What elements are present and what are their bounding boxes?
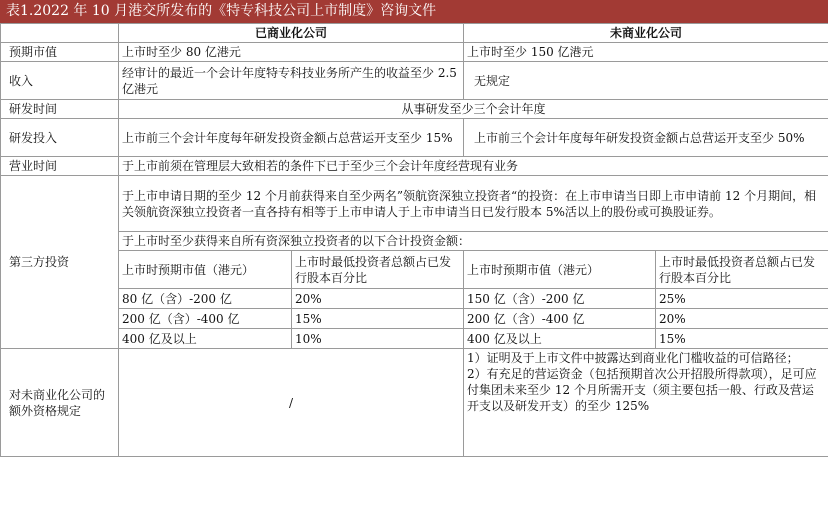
label-extra-requirements: 对未商业化公司的额外资格规定 bbox=[1, 349, 119, 457]
table-row bbox=[1, 289, 828, 309]
label-rd-time: 研发时间 bbox=[1, 100, 119, 119]
header-empty-cell bbox=[1, 24, 119, 43]
extra-non-commercial-item-2: 2）有充足的营运资金（包括预期首次公开招股所得款项），足可应付集团未来至少 12 个月所需开支（须主要包括一般、行政及营运开支以及研发开支）的至少 125% bbox=[467, 367, 817, 413]
label-operating-time: 营业时间 bbox=[1, 157, 119, 176]
row-operating-time bbox=[1, 157, 828, 176]
rd-time-value: 从事研发至少三个会计年度 bbox=[119, 100, 828, 119]
rd-investment-non-commercial: 上市前三个会计年度每年研发投资金额占总营运开支至少 50% bbox=[464, 119, 828, 157]
row-rd-investment bbox=[1, 119, 828, 157]
header-commercial: 已商业化公司 bbox=[119, 24, 464, 43]
listing-rules-table bbox=[0, 23, 828, 457]
extra-non-commercial bbox=[464, 349, 828, 457]
market-cap-commercial: 上市时至少 80 亿港元 bbox=[119, 43, 464, 62]
table-title: 表1.2022 年 10 月港交所发布的《特专科技公司上市制度》咨询文件 bbox=[0, 0, 828, 23]
row-extra-requirements bbox=[1, 349, 828, 457]
header-row bbox=[1, 24, 828, 43]
commercial-tier-cap: 400 亿及以上 bbox=[119, 329, 292, 349]
header-non-commercial: 未商业化公司 bbox=[464, 24, 828, 43]
label-third-party: 第三方投资 bbox=[1, 176, 119, 349]
market-cap-non-commercial: 上市时至少 150 亿港元 bbox=[464, 43, 828, 62]
commercial-col-pct: 上市时最低投资者总额占已发行股本百分比 bbox=[292, 251, 464, 289]
non-commercial-tier-pct: 20% bbox=[656, 309, 828, 329]
row-rd-time bbox=[1, 100, 828, 119]
non-commercial-tier-pct: 15% bbox=[656, 329, 828, 349]
commercial-tier-cap: 80 亿（含）-200 亿 bbox=[119, 289, 292, 309]
row-third-party-subtitle bbox=[1, 232, 828, 251]
table-row bbox=[1, 309, 828, 329]
third-party-intro: 于上市申请日期的至少 12 个月前获得来自至少两名”领航资深独立投资者“的投资：在上市申请当日即上市申请前 12 个月期间，相关领航资深独立投资者一直各持有相等于上市申请人于上市申请当日已发行股本 5%活以上的股份或可换股证券。 bbox=[119, 176, 828, 232]
label-rd-investment: 研发投入 bbox=[1, 119, 119, 157]
commercial-tier-pct: 10% bbox=[292, 329, 464, 349]
commercial-col-cap: 上市时预期市值（港元） bbox=[119, 251, 292, 289]
non-commercial-tier-cap: 400 亿及以上 bbox=[464, 329, 656, 349]
non-commercial-col-pct: 上市时最低投资者总额占已发行股本百分比 bbox=[656, 251, 828, 289]
third-party-subtitle: 于上市时至少获得来自所有资深独立投资者的以下合计投资金额： bbox=[119, 232, 828, 251]
label-revenue: 收入 bbox=[1, 62, 119, 100]
rd-investment-commercial: 上市前三个会计年度每年研发投资金额占总营运开支至少 15% bbox=[119, 119, 464, 157]
label-market-cap: 预期市值 bbox=[1, 43, 119, 62]
row-market-cap bbox=[1, 43, 828, 62]
commercial-tier-pct: 20% bbox=[292, 289, 464, 309]
row-third-party-colheads bbox=[1, 251, 828, 289]
row-revenue bbox=[1, 62, 828, 100]
extra-commercial: / bbox=[119, 349, 464, 457]
row-third-party-intro bbox=[1, 176, 828, 232]
non-commercial-tier-cap: 150 亿（含）-200 亿 bbox=[464, 289, 656, 309]
non-commercial-tier-cap: 200 亿（含）-400 亿 bbox=[464, 309, 656, 329]
non-commercial-col-cap: 上市时预期市值（港元） bbox=[464, 251, 656, 289]
operating-time-value: 于上市前须在管理层大致相若的条件下已于至少三个会计年度经营现有业务 bbox=[119, 157, 828, 176]
commercial-tier-cap: 200 亿（含）-400 亿 bbox=[119, 309, 292, 329]
extra-non-commercial-item-1: 1）证明及于上市文件中披露达到商业化门槛收益的可信路径； bbox=[467, 351, 799, 365]
commercial-tier-pct: 15% bbox=[292, 309, 464, 329]
revenue-non-commercial: 无规定 bbox=[464, 62, 828, 100]
table-row bbox=[1, 329, 828, 349]
revenue-commercial: 经审计的最近一个会计年度特专科技业务所产生的收益至少 2.5 亿港元 bbox=[119, 62, 464, 100]
non-commercial-tier-pct: 25% bbox=[656, 289, 828, 309]
